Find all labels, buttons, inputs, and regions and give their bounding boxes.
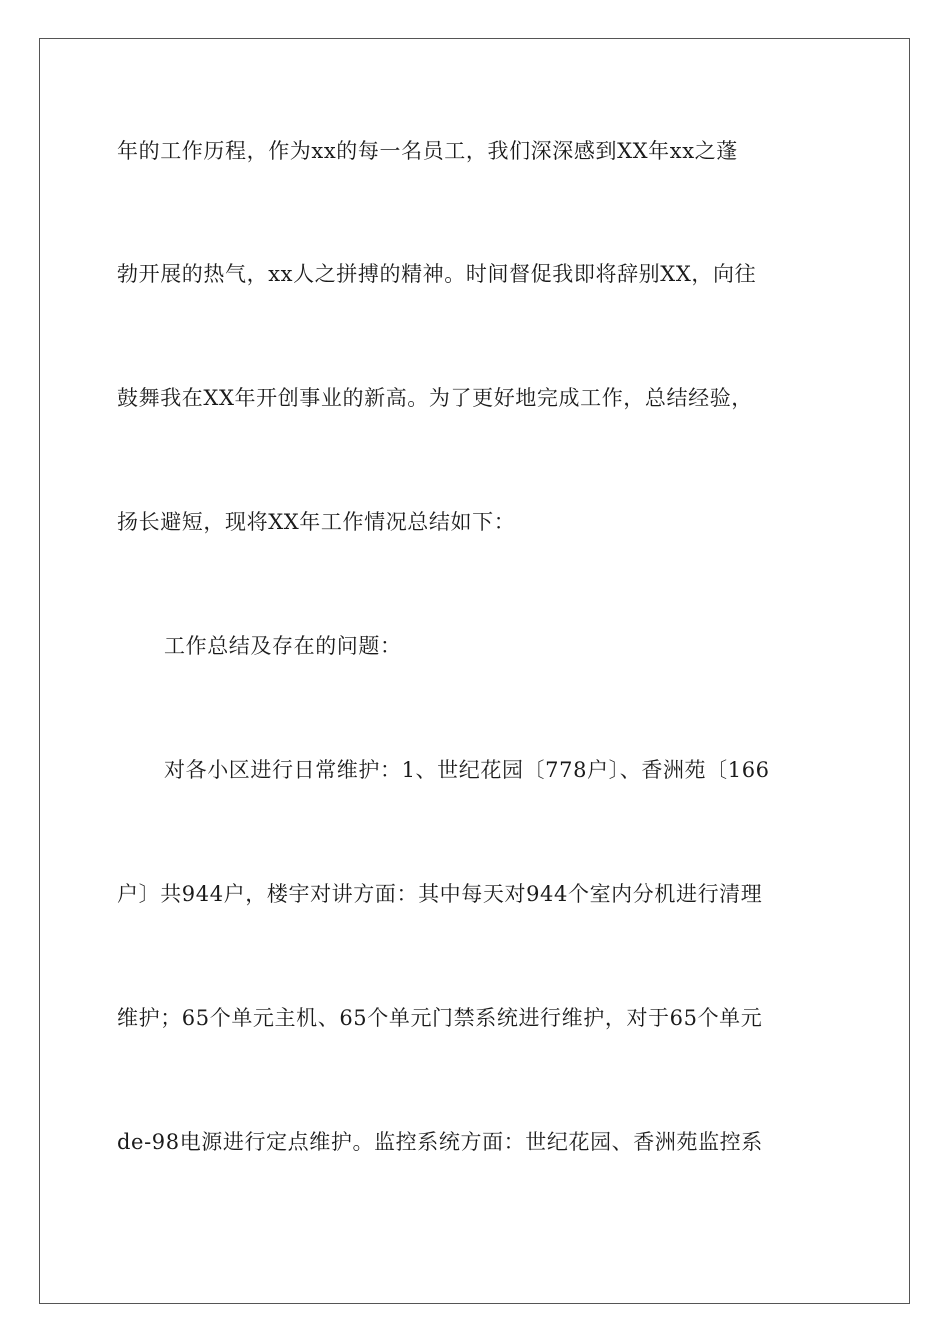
paragraph-line: 勃开展的热气，xx人之拼搏的精神。时间督促我即将辞别XX，向往: [117, 262, 757, 286]
page-border: [39, 38, 910, 1304]
paragraph-line: 年的工作历程，作为xx的每一名员工，我们深深感到XX年xx之蓬: [117, 139, 738, 163]
paragraph-line: 户〕共944户，楼宇对讲方面：其中每天对944个室内分机进行清理: [117, 882, 763, 906]
paragraph-line: de-98电源进行定点维护。监控系统方面：世纪花园、香洲苑监控系: [117, 1130, 763, 1154]
paragraph-line: 鼓舞我在XX年开创事业的新高。为了更好地完成工作，总结经验，: [117, 386, 753, 410]
section-heading: 工作总结及存在的问题：: [164, 634, 402, 658]
paragraph-line: 扬长避短，现将XX年工作情况总结如下：: [117, 510, 516, 534]
paragraph-line: 维护；65个单元主机、65个单元门禁系统进行维护，对于65个单元: [117, 1006, 763, 1030]
paragraph-line: 对各小区进行日常维护：1、世纪花园〔778户〕、香洲苑〔166: [164, 758, 770, 782]
